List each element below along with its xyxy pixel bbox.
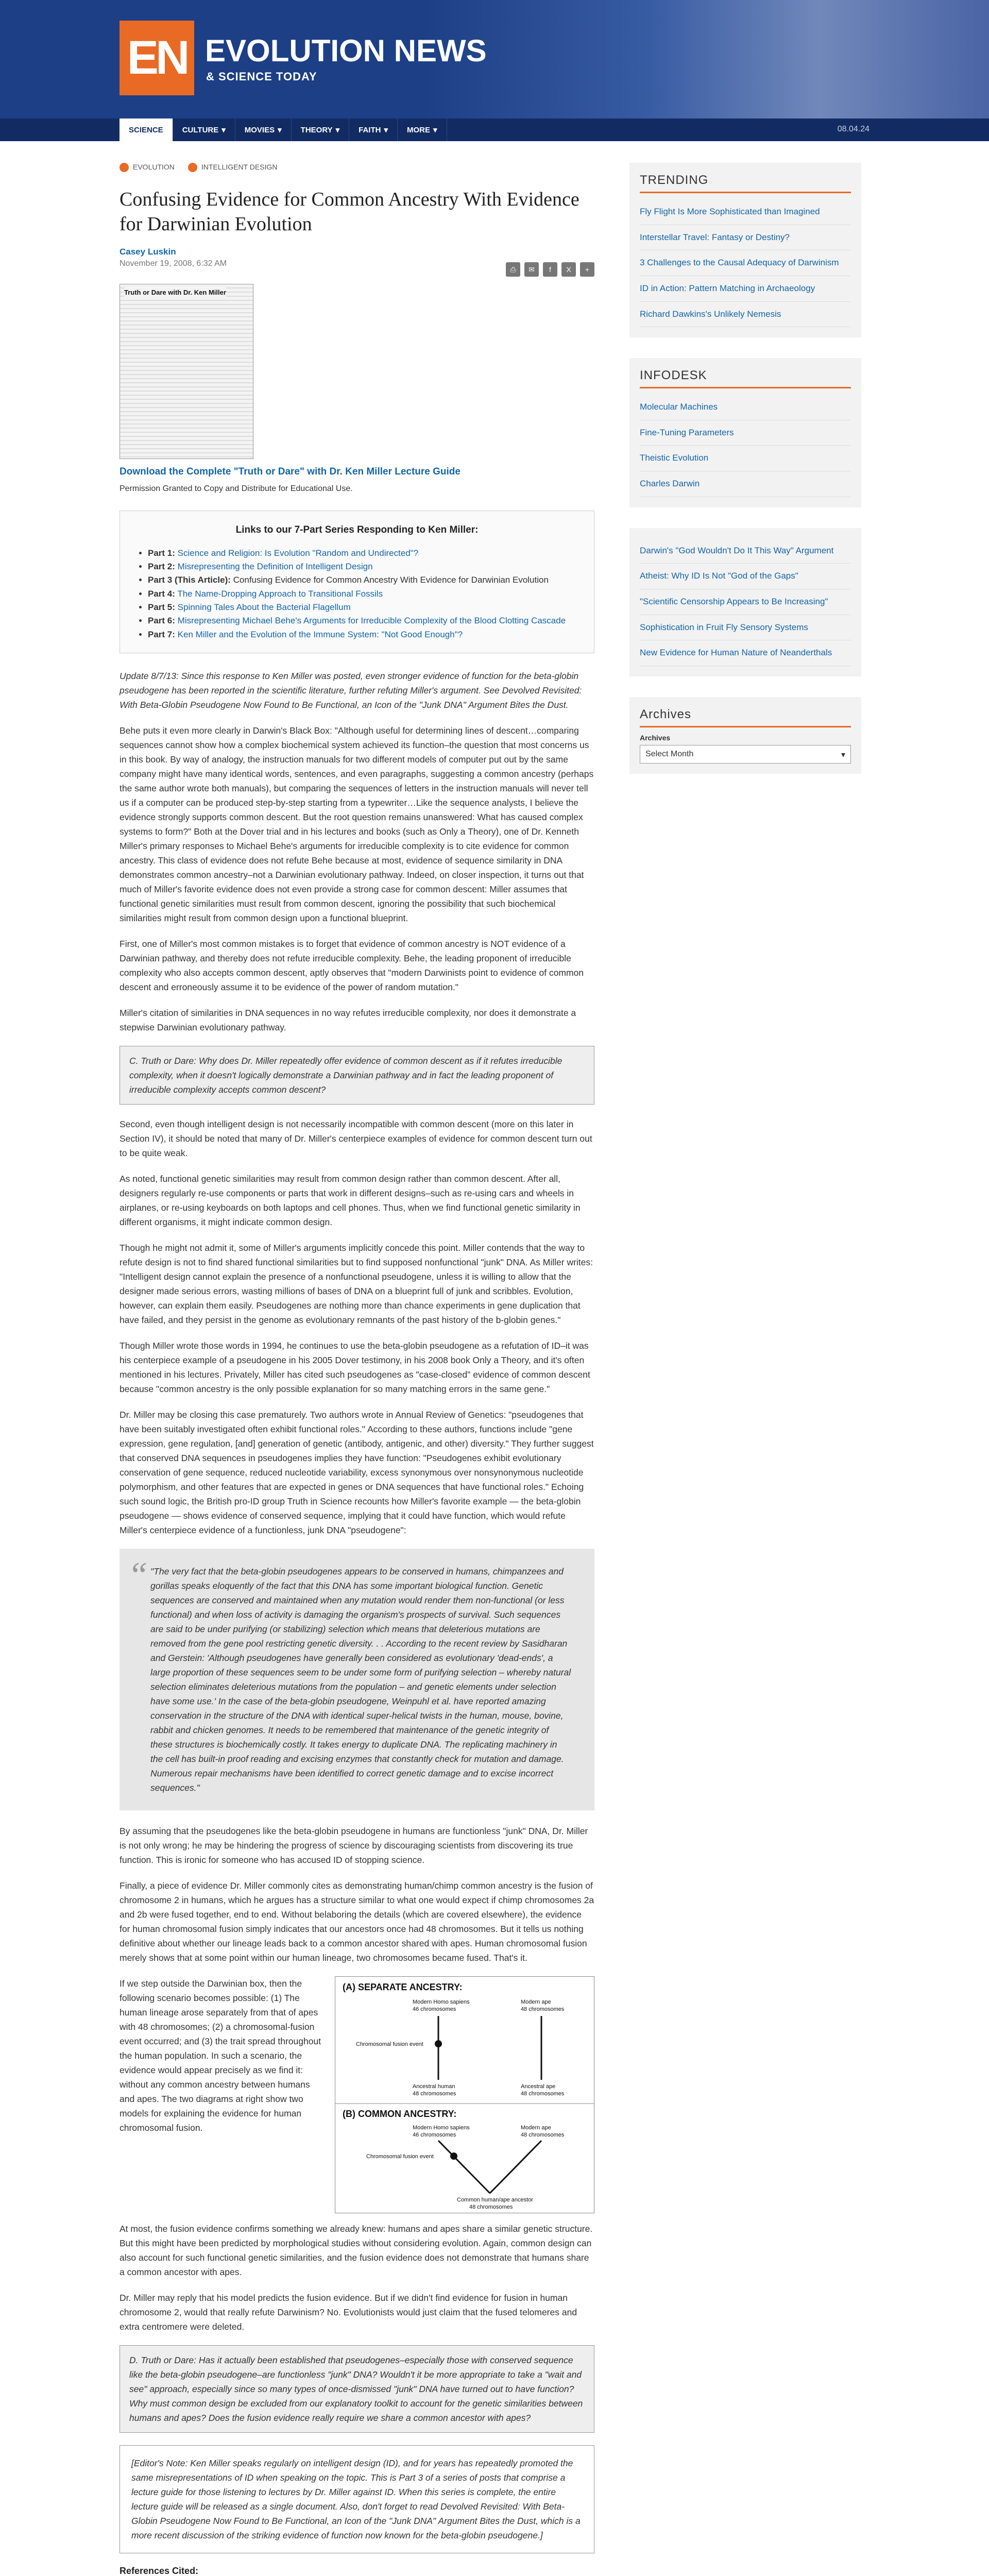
site-header bbox=[0, 0, 989, 118]
nav-item-culture[interactable]: CULTURE ▾ bbox=[173, 118, 235, 141]
paragraph: Though Miller wrote those words in 1994, he continues to use the beta-globin pseudogene as a refutation of ID–it was his centerpiece example of a pseudogene in his 2005 Dover testimony, in his 2008 book Only a Theory, and it's often mentioned in his lectures. Privately, Miller has cited such pseudogenes as "case-closed" evidence of common descent because "common ancestry is the only possible explanation for so many matching errors in the same gene." bbox=[120, 1341, 590, 1395]
diagram-b-human-line bbox=[438, 2141, 490, 2193]
archives-label: Archives bbox=[640, 733, 671, 742]
email-icon[interactable]: ✉ bbox=[524, 262, 539, 277]
archives-select[interactable] bbox=[640, 745, 851, 764]
series-item[interactable]: • Part 7: Ken Miller and the Evolution of the Immune System: "Not Good Enough"? bbox=[148, 628, 578, 641]
sidebar-link-item[interactable]: New Evidence for Human Nature of Neanderthals bbox=[640, 640, 851, 666]
nav-item-more[interactable]: MORE ▾ bbox=[398, 118, 447, 141]
print-icon[interactable]: ⎙ bbox=[506, 262, 520, 277]
series-link[interactable]: Misrepresenting Michael Behe's Arguments for Irreducible Complexity of the Blood Clotting Cascade bbox=[177, 616, 566, 626]
series-link[interactable]: The Name-Dropping Approach to Transitional Fossils bbox=[177, 588, 383, 599]
diagram-b-top-right2: 48 chromosomes bbox=[521, 2132, 565, 2139]
series-list bbox=[135, 547, 578, 641]
topic-evolution[interactable]: EVOLUTION bbox=[120, 163, 175, 172]
series-link[interactable]: Ken Miller and the Evolution of the Immune System: "Not Good Enough"? bbox=[177, 629, 463, 639]
paragraph: Dr. Miller may be closing this case prematurely. Two authors wrote in Annual Review of Genetics: "pseudogenes that have been suitably investigated often exhibit functional roles." According to these authors, functions include "gene expression, gene regulation, [and] generation of genetic (antibody, antigenic, and other) diversity." They further suggest that conserved DNA sequences in pseudogenes implies they have function: "Pseudogenes exhibit evolutionary conservation of gene sequence, reduced nucleotide variability, excess synonymous over nonsynonymous nucleotide polymorphism, and other features that are expected in genes or DNA sequences that have functional roles." Echoing such sound logic, the British pro-ID group Truth in Science recounts how Miller's favorite example — the beta-globin pseudogene — shows evidence of conserved sequence, implying that it could have function, which would refute Miller's centerpiece evidence of a functionless, junk DNA "pseudogene": bbox=[120, 1410, 594, 1536]
paragraph: If we step outside the Darwinian box, then the following scenario becomes possible: (1) The human lineage arose separately from that of apes with 48 chromosomes; (2) a chromosomal-fusion event occurred; and (3) the trait spread throughout the human population. In such a scenario, the evidence would appear precisely as we find it: without any common ancestry between humans and apes. The two diagrams at right show two models for explaining the evidence for human chromosomal fusion. bbox=[120, 1978, 321, 2133]
series-item[interactable]: • Part 6: Misrepresenting Michael Behe's Arguments for Irreducible Complexity of the Blood Clotting Cascade bbox=[148, 614, 578, 628]
paragraph: By assuming that the pseudogenes like the beta-globin pseudogene in humans are functionless "junk" DNA, Dr. Miller is not only wrong; he may be hindering the progress of science by discouraging scientists from discovering its true function. This is ironic for someone who has accused ID of stopping science. bbox=[120, 1826, 588, 1866]
ancestry-diagram-svg bbox=[335, 1977, 594, 2213]
diagram-b-ape-line bbox=[490, 2141, 541, 2193]
more-block bbox=[629, 528, 861, 676]
diagram-b-bot2: 48 chromosomes bbox=[469, 2204, 513, 2211]
chevron-down-icon: ▾ bbox=[335, 126, 340, 134]
update-note: Update 8/7/13: Since this response to Ken Miller was posted, even stronger evidence of function for the beta-globin pseudogene has been reported in the scientific literature, further refuting Miller's argument. See Devolved Revisited: With Beta-Globin Pseudogene Now Found to Be Functional, an Icon of the "Junk DNA" Argument Bites the Dust. bbox=[120, 671, 582, 710]
download-link[interactable]: Download the Complete "Truth or Dare" with Dr. Ken Miller Lecture Guide bbox=[120, 466, 461, 478]
series-link[interactable]: Spinning Tales About the Bacterial Flagellum bbox=[177, 602, 351, 613]
diagram-a-top-left2: 46 chromosomes bbox=[413, 2006, 456, 2013]
article-body bbox=[120, 284, 594, 2576]
site-title[interactable]: EVOLUTION NEWS bbox=[205, 33, 487, 68]
diagram-a-bot-right: Ancestral ape bbox=[521, 2083, 556, 2090]
trending-item[interactable]: ID in Action: Pattern Matching in Archaeology bbox=[640, 276, 851, 302]
series-link[interactable]: Misrepresenting the Definition of Intelligent Design bbox=[177, 562, 373, 572]
paragraph: Though he might not admit it, some of Miller's arguments implicitly concede this point. Miller contends that the way to refute design is not to find shared functional similarities but to find supposed nonfunctional "junk" DNA. As Miller writes: "Intelligent design cannot explain the presence of a nonfunctional pseudogene, unless it is willing to allow that the designer made serious errors, wasting millions of bases of DNA on a blueprint full of junk and scribbles. Evolution, however, can explain them easily. Pseudogenes are nothing more than chance experiments in gene duplication that have failed, and they persist in the genome as evolutionary remnants of the past history of the b-globin genes." bbox=[120, 1243, 593, 1326]
diagram-a-top-right2: 48 chromosomes bbox=[521, 2006, 565, 2013]
trending-item[interactable]: Interstellar Travel: Fantasy or Destiny? bbox=[640, 225, 851, 251]
paragraph: Behe puts it even more clearly in Darwin's Black Box: "Although useful for determining lines of descent…comparing sequences cannot show how a complex biochemical system achieved its function–the question that most concerns us in this book. By way of analogy, the instruction manuals for two different models of computer put out by the same company might have many identical words, sentences, and even paragraphs, suggesting a common ancestry (perhaps the same author wrote both manuals), but comparing the sequences of letters in the instruction manuals will never tell us if a computer can be produced step-by-step starting from a typewriter…Like the sequence analysts, I believe the evidence strongly supports common descent. But the root question remains unanswered: What has caused complex systems to form?" Both at the Dover trial and in his lectures and books (such as Only a Theory), one of Dr. Kenneth Miller's primary responses to Michael Behe's arguments for irreducible complexity is to cite evidence for common ancestry. This class of evidence does not refute Behe because at most, evidence of sequence similarity in DNA demonstrates common ancestry–not a Darwinian evolutionary pathway. Indeed, on closer inspection, it turns out that much of Miller's favorite evidence does not even provide a strong case for common descent: Miller assumes that functional genetic similarities must result from common descent, ignoring the possibility that such biochemical similarities might result from common design upon a functional blueprint. bbox=[120, 725, 594, 924]
infodesk-title: INFODESK bbox=[640, 368, 851, 388]
series-item[interactable]: • Part 5: Spinning Tales About the Bacterial Flagellum bbox=[148, 601, 578, 614]
topic-intelligent-design[interactable]: INTELLIGENT DESIGN bbox=[188, 163, 278, 172]
series-item[interactable]: • Part 2: Misrepresenting the Definition of Intelligent Design bbox=[148, 560, 578, 573]
block-quote: “ "The very fact that the beta-globin pseudogenes appears to be conserved in humans, chimpanzees and gorillas speaks eloquently of the fact that this DNA has some important biological function. Genetic sequences are conserved and maintained when any mutation would render them non-functional (or less functional) and when loss of activity is damaging the organism's prospects of survival. Such sequences are said to be under purifying (or stabilizing) selection which means that deleterious mutations are removed from the gene pool restricting genetic diversity. . . According to the recent review by Sasidharan and Gerstein: 'Although pseudogenes have generally been considered as evolutionary 'dead-ends', a large proportion of these sequences seem to be under some form of purifying selection – whereby natural selection eliminates deleterious mutations from the population – and genetic elements under selection have some use.' In the case of the beta-globin pseudogene, Weinpuhl et al. have reported amazing conservation in the structure of the DNA with identical super-helical twists in the human, mouse, bovine, rabbit and chicken genomes. It needs to be remembered that maintenance of the genetic integrity of these structures is biochemically costly. It takes energy to duplicate DNA. The replicating machinery in the cell has built-in proof reading and excising enzymes that constantly check for mutation and damage. Numerous repair mechanisms have been identified to correct genetic damage and to excise incorrect sequences." bbox=[120, 1549, 594, 1810]
sidebar-link-item[interactable]: Sophistication in Fruit Fly Sensory Systems bbox=[640, 615, 851, 641]
infodesk-item[interactable]: Charles Darwin bbox=[640, 471, 851, 497]
series-item[interactable]: • Part 3 (This Article): Confusing Evidence for Common Ancestry With Evidence for Darwinian Evolution bbox=[148, 573, 578, 587]
chevron-down-icon: ▾ bbox=[841, 750, 845, 759]
paragraph: Miller's citation of similarities in DNA sequences in no way refutes irreducible complexity, nor does it demonstrate a stepwise Darwinian evolutionary pathway. bbox=[120, 1008, 576, 1033]
references bbox=[120, 2564, 594, 2576]
archives-block bbox=[629, 697, 861, 774]
nav-item-faith[interactable]: FAITH ▾ bbox=[349, 118, 398, 141]
editors-note: [Editor's Note: Ken Miller speaks regularly on intelligent design (ID), and for years has repeatedly promoted the same misrepresentations of ID when speaking on the topic. This is Part 3 of a series of posts that comprise a lecture guide for those listening to lectures by Dr. Miller against ID. When this series is complete, the entire lecture guide will be released as a single document. Also, don't forget to read Devolved Revisited: With Beta-Globin Pseudogene Now Found to Be Functional, an Icon of the "Junk DNA" Argument Bites the Dust, which is a more recent discussion of the striking evidence of function now known for the beta-globin pseudogene.] bbox=[120, 2445, 594, 2553]
nav-date: 08.04.24 bbox=[837, 125, 869, 133]
diagram-b-top-left: Modern Homo sapiens bbox=[413, 2125, 470, 2131]
lecture-guide-cover[interactable] bbox=[120, 284, 253, 459]
diagram-a-bot-left2: 48 chromosomes bbox=[413, 2091, 456, 2097]
paragraph: Dr. Miller may reply that his model predicts the fusion evidence. But if we didn't find evidence for fusion in human chromosome 2, would that really refute Darwinism? No. Evolutionists would just claim that the fused telomeres and extra centromere were deleted. bbox=[120, 2293, 577, 2332]
topic-dot-icon bbox=[120, 163, 129, 172]
sidebar bbox=[629, 163, 861, 794]
trending-item[interactable]: Fly Flight Is More Sophisticated than Imagined bbox=[640, 199, 851, 225]
series-heading: Links to our 7-Part Series Responding to Ken Miller: bbox=[235, 524, 479, 536]
infodesk-item[interactable]: Fine-Tuning Parameters bbox=[640, 420, 851, 446]
infodesk-block bbox=[629, 358, 861, 507]
diagram-b-top-right: Modern ape bbox=[521, 2125, 551, 2131]
topic-dot-icon bbox=[188, 163, 197, 172]
truth-or-dare-callout: C. Truth or Dare: Why does Dr. Miller repeatedly offer evidence of common descent as if it refutes irreducible complexity, when it doesn't logically demonstrate a Darwinian pathway and in fact the leading proponent of irreducible complexity accepts common descent? bbox=[120, 1046, 594, 1105]
article-date: November 19, 2008, 6:32 AM bbox=[120, 259, 227, 268]
infodesk-item[interactable]: Theistic Evolution bbox=[640, 446, 851, 471]
site-subtitle: & SCIENCE TODAY bbox=[206, 70, 317, 83]
trending-title: TRENDING bbox=[640, 173, 851, 193]
main-nav bbox=[0, 118, 989, 141]
series-item[interactable]: • Part 4: The Name-Dropping Approach to Transitional Fossils bbox=[148, 587, 578, 601]
chevron-down-icon: ▾ bbox=[384, 126, 388, 134]
sidebar-link-item[interactable]: Atheist: Why ID Is Not "God of the Gaps" bbox=[640, 564, 851, 589]
chevron-down-icon: ▾ bbox=[278, 126, 282, 134]
facebook-icon[interactable]: f bbox=[543, 262, 557, 277]
references-title: References Cited: bbox=[120, 2566, 199, 2576]
diagram-a-top-right: Modern ape bbox=[521, 1999, 551, 2006]
diagram-b-fusion-dot bbox=[450, 2153, 457, 2160]
ancestry-diagram bbox=[335, 1976, 594, 2213]
header-banner-image bbox=[422, 0, 989, 118]
series-links-box bbox=[120, 511, 594, 653]
diagram-b-label: (B) COMMON ANCESTRY: bbox=[343, 2109, 457, 2120]
series-link[interactable]: Science and Religion: Is Evolution "Random and Undirected"? bbox=[177, 548, 419, 558]
diagram-a-top-left: Modern Homo sapiens bbox=[413, 1999, 470, 2006]
quote-mark-icon: “ bbox=[128, 1555, 148, 1596]
share-icons-top bbox=[506, 262, 594, 277]
paragraph: As noted, functional genetic similarities may result from common design rather than common descent. After all, designers regularly re-use components or parts that work in different designs–such as re-using cars and wheels in airplanes, or re-using keyboards on both laptops and cell phones. Thus, when we find functional genetic similarity in different organisms, it might indicate common design. bbox=[120, 1174, 581, 1228]
trending-block bbox=[629, 163, 861, 337]
series-link[interactable]: Confusing Evidence for Common Ancestry With Evidence for Darwinian Evolution bbox=[233, 575, 549, 585]
chevron-down-icon: ▾ bbox=[433, 126, 437, 134]
article bbox=[120, 163, 594, 2576]
permission-note: Permission Granted to Copy and Distribute for Educational Use. bbox=[120, 484, 353, 493]
paragraph: At most, the fusion evidence confirms something we already knew: humans and apes share a similar genetic structure. But this might have been predicted by morphological studies without considering evolution. Again, common design can also account for such functional genetic similarities, and the fusion evidence does not demonstrate that humans share a common ancestor with apes. bbox=[120, 2224, 593, 2278]
nav-item-theory[interactable]: THEORY ▾ bbox=[292, 118, 349, 141]
paragraph: Second, even though intelligent design is not necessarily incompatible with common descent (more on this later in Section IV), it should be noted that many of Dr. Miller's centerpiece examples of evidence for common descent turn out to be quite weak. bbox=[120, 1119, 592, 1159]
article-title: Confusing Evidence for Common Ancestry With Evidence for Darwinian Evolution bbox=[120, 189, 579, 235]
article-topics bbox=[120, 163, 594, 172]
nav-item-science[interactable]: SCIENCE bbox=[120, 118, 173, 141]
diagram-a-label: (A) SEPARATE ANCESTRY: bbox=[343, 1982, 463, 1993]
diagram-b-bot: Common human/ape ancestor bbox=[457, 2197, 533, 2204]
diagram-b-mid: Chromosomal fusion event bbox=[366, 2154, 434, 2160]
archives-select-value: Select Month bbox=[645, 749, 694, 758]
diagram-a-bot-left: Ancestral human bbox=[413, 2083, 455, 2090]
truth-or-dare-callout: D. Truth or Dare: Has it actually been established that pseudogenes–especially those with conserved sequence like the beta-globin pseudogene–are functionless "junk" DNA? Wouldn't it be more appropriate to take a "wait and see" approach, especially since so many types of once-dismissed "junk" DNA have turned out to have function? Why must common design be excluded from our explanatory toolkit to account for the genetic similarities between humans and apes? Does the fusion evidence really require we share a common ancestor with apes? bbox=[120, 2345, 594, 2433]
diagram-a-bot-right2: 48 chromosomes bbox=[521, 2091, 565, 2097]
diagram-a-fusion-dot bbox=[435, 2040, 442, 2047]
nav-item-movies[interactable]: MOVIES ▾ bbox=[235, 118, 292, 141]
diagram-a-mid: Chromosomal fusion event bbox=[356, 2041, 423, 2048]
x-icon[interactable]: X bbox=[561, 262, 576, 277]
article-author[interactable]: Casey Luskin bbox=[120, 247, 176, 257]
more-share-icon[interactable]: + bbox=[580, 262, 594, 277]
chevron-down-icon: ▾ bbox=[221, 126, 226, 134]
infodesk-item[interactable]: Molecular Machines bbox=[640, 395, 851, 420]
paragraph: Finally, a piece of evidence Dr. Miller commonly cites as demonstrating human/chimp common ancestry is the fusion of chromosome 2 in humans, which he argues has a structure similar to what one would expect if chimp chromosomes 2a and 2b were fused together, end to end. Without belaboring the details (which are covered elsewhere), the evidence for human chromosomal fusion simply indicates that our ancestors once had 48 chromosomes. But it tells us nothing definitive about whether our lineage leads back to a common ancestor shared with apes. Human chromosomal fusion merely shows that at some point within our human lineage, two chromosomes became fused. That's it. bbox=[120, 1880, 594, 1963]
cover-title: Truth or Dare with Dr. Ken Miller bbox=[124, 287, 226, 298]
paragraph: First, one of Miller's most common mistakes is to forget that evidence of common ancestry is NOT evidence of a Darwinian pathway, and thereby does not refute irreducible complexity. Behe, the leading proponent of irreducible complexity who also accepts common descent, aptly observes that "modern Darwinists point to evidence of common descent and erroneously assume it to be evidence of the power of random mutation." bbox=[120, 939, 584, 993]
sidebar-link-item[interactable]: "Scientific Censorship Appears to Be Increasing" bbox=[640, 589, 851, 615]
diagram-b-top-left2: 46 chromosomes bbox=[413, 2132, 456, 2139]
trending-item[interactable]: 3 Challenges to the Causal Adequacy of Darwinism bbox=[640, 250, 851, 276]
trending-item[interactable]: Richard Dawkins's Unlikely Nemesis bbox=[640, 302, 851, 328]
archives-title: Archives bbox=[640, 707, 851, 727]
site-logo[interactable]: EN bbox=[120, 21, 194, 95]
series-item[interactable]: • Part 1: Science and Religion: Is Evolution "Random and Undirected"? bbox=[148, 547, 578, 560]
sidebar-link-item[interactable]: Darwin's "God Wouldn't Do It This Way" Argument bbox=[640, 538, 851, 564]
